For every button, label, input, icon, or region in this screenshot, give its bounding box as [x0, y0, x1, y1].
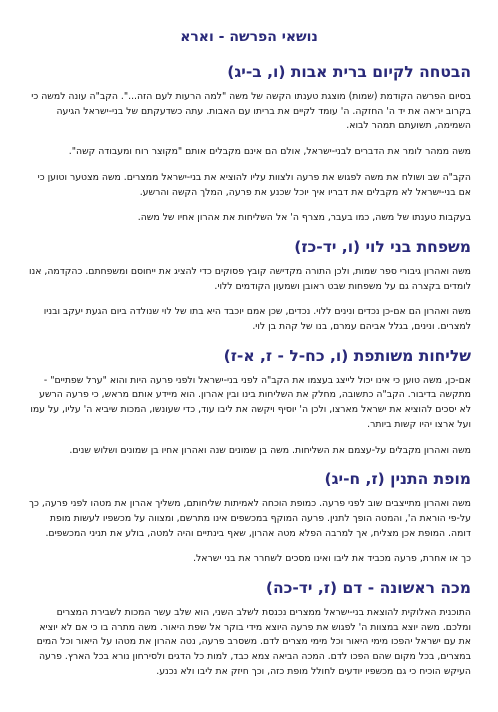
paragraph: בסיום הפרשה הקודמת (שמות) מוצגת טענתו הקשה של משה "למה הרעות לעם הזה...". הקב"ה עונה למשה כי בקרוב יראה את יד ה' החזקה. ה' עומד לקיים את בריתו עם האבות. עתה כשדעקתם של בני-ישראל הגיעה השמימה, תשועתם תמהר לבוא. — [31, 91, 471, 132]
page-title: נושאי הפרשה - וארא — [180, 29, 318, 45]
paragraph: משה ואהרון מתייצבים שוב לפני פרעה. כמופת הוכחה לאמיתות שליחותם, משליך אהרון את מטהו לפני פרעה, כך על-פי הוראת ה', והמטה הופך לתנין. פרעה המוקף במכשפים אינו מתרשם, ומצווה על מכשפיו לעשות מופת דומה. המופת אכן מצליח, אך למרבה הפלא מטה אהרון, שאף בינתיים והיה למטה, בולע את תניני המכשפים. — [28, 498, 471, 539]
paragraph: משה ואהרון מקבלים על-עצמם את השליחות. משה בן שמונים שנה ואהרון אחיו בן שמונים ושלוש שנים. — [69, 444, 471, 456]
section-heading: מופת התנין (ז, ח-יג) — [324, 470, 471, 489]
paragraph: בעקבות טענתו של משה, כמו בעבר, מצרף ה' אל השליחות את אהרון אחיו של משה. — [137, 212, 471, 224]
section-heading: מכה ראשונה - דם (ז, יד-כה) — [265, 579, 471, 598]
section-heading: משפחת בני לוי (ו, יד-כז) — [294, 237, 471, 256]
section-serpent-sign — [27, 469, 471, 567]
section-joint-mission — [27, 346, 471, 459]
paragraph: כך או אחרת, פרעה מכביד את ליבו ואינו מסכים לשחרר את בני ישראל. — [193, 553, 471, 565]
section-levi-family — [27, 237, 471, 335]
paragraph: הקב"ה שב ושולח את משה לפגוש את פרעה ולצוות עליו להוציא את בני-ישראל ממצרים. משה מצטער וטוען כי אם בני-ישראל לא מקבלים את דבריו איך יוכל שכנע את פרעה, המלך הקשה והרשע. — [37, 171, 471, 198]
paragraph: משה ממהר לומר את הדברים לבני-ישראל, אולם הם אינם מקבלים אותם "מקוצר רוח ומעבודה קשה". — [68, 146, 471, 158]
paragraph: התוכנית האלוקית להוצאת בני-ישראל ממצרים נכנסת לשלב השני, הוא שלב עשר המכות לשבירת המצרים ומלכם. משה יוצא במצוות ה' לפגוש את פרעה היוצא מידי בוקר אל שפת היאור. משה מתרה בו כי אם לא יוציא את עם ישראל יהפכו מימי היאור וכל מימי מצרים לדם. משסרב פרעה, נטה אהרון את מטהו על היאור וכל המים במצרים, בכל מקום שהם הפכו לדם. המכה הביאה צמא כבד, למות כל הדגים ולסירחון נורא בכל הארץ. פרעה העיקש הוכיח כי גם מכשפיו יודעים לחולל מופת כזה, וכך חיזק את ליבו ולא נכנע. — [36, 607, 471, 677]
section-heading: שליחות משותפת (ו, כח-ל - ז, א-ז) — [223, 346, 471, 365]
paragraph: משה ואהרון הם אם-כן נכדים ונינים ללוי. נכדים, שכן אמם יוכבד היא בתו של לוי שנולדה ביום הגעת יעקב ובניו למצרים. ונינים, בגלל אביהם עמרם, בנו של קהת בן לוי. — [43, 306, 471, 333]
section-first-plague-blood — [27, 578, 471, 680]
paragraph: אם-כן, משה טוען כי אינו יכול לייצג בעצמו את הקב"ה לפני בני-ישראל ולפני פרעה היות והוא "ערל שפתיים" - מתקשה בדיבור. הקב"ה כתשובה, מחלק את השליחות בינו ובין אהרון. הוא מיידע אותם מראש, כי פרעה הרשע לא יסכים להוציא את ישראל מארצו, ולכן ה' יוסיף ויקשה את ליבו עוד, כדי שעונשו, המכות שיביא ה' עליו, על עמו ועל ארצו יהיו קשות ביותר. — [30, 374, 471, 430]
paragraph: משה ואהרון גיבורי ספר שמות, ולכן התורה מקדישה קובץ פסוקים כדי להציג את ייחוסם ומשפחתם. כהקדמה, אנו לומדים בקצרה גם על משפחות שבט ראובן ושמעון הקודמים ללוי. — [28, 265, 471, 292]
section-heading: הבטחה לקיום ברית אבות (ו, ב-יג) — [227, 63, 471, 81]
section-covenant — [27, 62, 471, 226]
